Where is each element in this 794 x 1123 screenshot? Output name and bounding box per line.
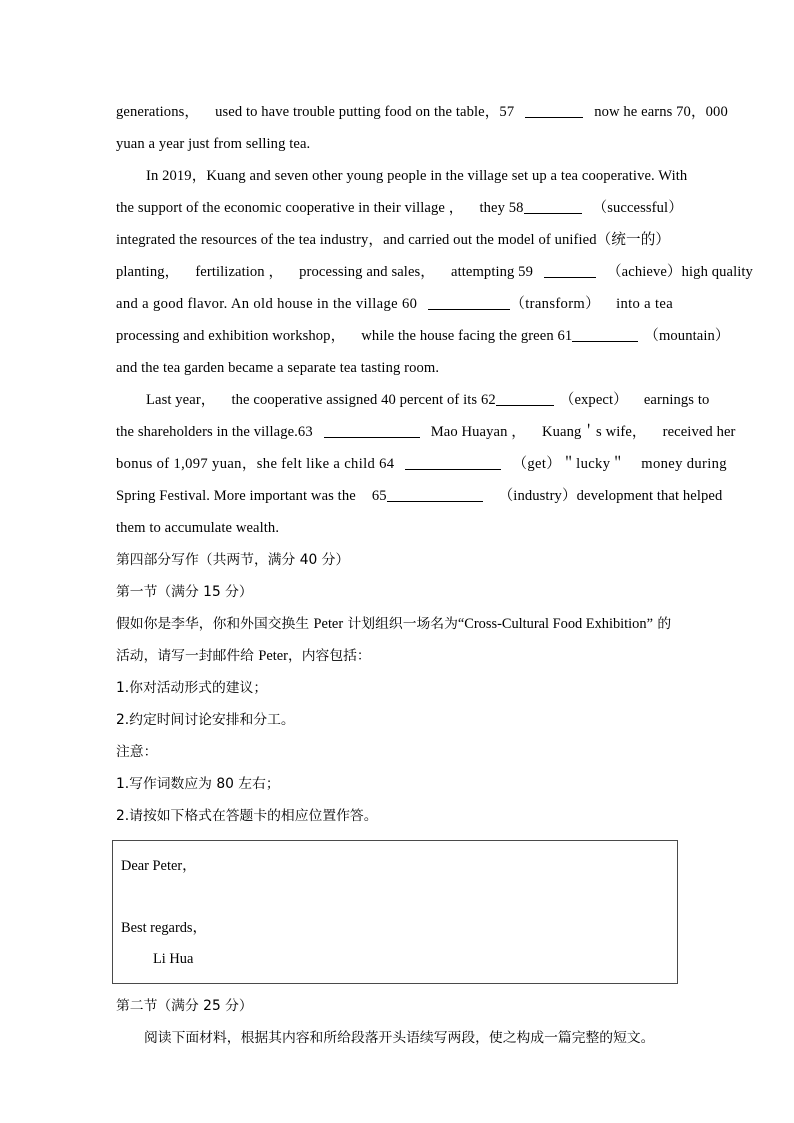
answer-blank-58 [524, 200, 582, 214]
text-run: 65 [371, 488, 387, 504]
text-run: them to accumulate wealth. [116, 520, 280, 536]
prompt-text: 阅读下面材料，根据其内容和所给段落开头语续写两段，使之构成一篇完整的短文。 [144, 1030, 655, 1046]
letter-body-space [121, 882, 677, 913]
passage-line [116, 384, 710, 416]
passage-line [116, 416, 736, 448]
answer-blank-57 [525, 104, 583, 118]
letter-closing: Best regards， [121, 920, 207, 936]
part-four-section [116, 544, 682, 1054]
answer-blank-63 [324, 424, 420, 438]
text-run: the shareholders in the village.63 [116, 424, 313, 440]
text-run: Last year， [146, 392, 216, 408]
passage-line [116, 448, 727, 480]
text-run: and the tea garden became a separate tea tasting room. [116, 360, 440, 376]
answer-blank-61 [572, 328, 638, 342]
section-two-prompt [116, 1022, 682, 1054]
text-run: integrated the resources of the tea industry，and carried out the model of unified（统一的） [116, 232, 671, 248]
signature-text: Li Hua [153, 951, 194, 967]
text-run: （successful） [592, 200, 683, 216]
answer-blank-59 [544, 264, 596, 278]
text-run: now he earns 70，000 [594, 104, 728, 120]
answer-blank-62 [496, 392, 554, 406]
text-run: money during [641, 456, 727, 472]
text-run: the support of the economic cooperative in their village ， [116, 200, 464, 216]
answer-blank-60 [428, 296, 510, 310]
prompt-text: 活动，请写一封邮件给 [116, 648, 259, 664]
prompt-text: 假如你是李华，你和外国交换生 [116, 616, 314, 632]
writing-prompt-line-1 [116, 608, 682, 640]
passage-line [116, 128, 682, 160]
text-run: yuan a year just from selling tea. [116, 136, 311, 152]
text-run: used to have trouble putting food on the table，57 [215, 104, 515, 120]
passage-line [116, 288, 682, 320]
text-run: generations， [116, 104, 200, 120]
part-four-heading: 第四部分写作（共两节，满分 40 分） [116, 552, 350, 568]
peter-name: Peter [258, 648, 288, 664]
text-run: Spring Festival. More important was the [116, 488, 356, 504]
text-run: processing and sales， [299, 264, 436, 280]
note-item-1: 1.写作词数应为 80 左右； [116, 776, 280, 792]
text-run: Mao Huayan ， [430, 424, 526, 440]
note-item-2: 2.请按如下格式在答题卡的相应位置作答。 [116, 808, 378, 824]
text-run: the cooperative assigned 40 percent of its 62 [231, 392, 496, 408]
exhibition-title: “Cross-Cultural Food Exhibition” [457, 616, 653, 632]
passage-line [116, 352, 682, 384]
passage-line [116, 480, 723, 512]
text-run: into a tea [616, 296, 674, 312]
prompt-text: ，内容包括： [287, 648, 371, 664]
letter-signature [121, 944, 677, 975]
notes-label: 注意： [116, 744, 158, 760]
text-run: （expect） [559, 392, 628, 408]
passage-line [116, 320, 730, 352]
passage-line [116, 96, 728, 128]
passage-line [116, 224, 682, 256]
text-run: In 2019，Kuang and seven other young people in the village set up a tea cooperative. With [146, 168, 688, 184]
text-run: processing and exhibition workshop， [116, 328, 346, 344]
text-run: planting， [116, 264, 180, 280]
section-one-heading: 第一节（满分 15 分） [116, 584, 253, 600]
text-run: earnings to [643, 392, 710, 408]
text-run: bonus of 1,097 yuan，she felt like a child 64 [116, 456, 395, 472]
text-run: they 58 [479, 200, 524, 216]
text-run: and a good flavor. An old house in the village 60 [116, 296, 418, 312]
text-run: Kuang＇s wife， [541, 424, 647, 440]
text-run: （mountain） [644, 328, 730, 344]
prompt-text: 计划组织一场名为 [343, 616, 458, 632]
text-run: （achieve）high quality [606, 264, 753, 280]
requirement-item-2: 2.约定时间讨论安排和分工。 [116, 712, 295, 728]
text-run: while the house facing the green 61 [361, 328, 573, 344]
text-run: （industry）development that helped [498, 488, 723, 504]
text-run: （get）＂lucky＂ [512, 456, 626, 472]
passage-line [116, 256, 753, 288]
document-page [116, 96, 753, 1054]
passage-line [116, 160, 688, 192]
text-run: received her [662, 424, 736, 440]
passage-line [116, 192, 682, 224]
text-run: attempting 59 [451, 264, 533, 280]
answer-blank-65 [387, 488, 483, 502]
text-run: （transform） [510, 296, 601, 312]
requirement-item-1: 1.你对活动形式的建议； [116, 680, 268, 696]
peter-name: Peter [313, 616, 344, 632]
passage-line [116, 512, 682, 544]
section-two-heading: 第二节（满分 25 分） [116, 998, 253, 1014]
prompt-text: 的 [652, 616, 672, 632]
cloze-passage [116, 96, 753, 544]
writing-prompt-line-2 [116, 640, 682, 672]
text-run: fertilization ， [195, 264, 284, 280]
answer-blank-64 [405, 456, 501, 470]
letter-template-box [112, 840, 678, 984]
letter-salutation: Dear Peter， [121, 858, 197, 874]
